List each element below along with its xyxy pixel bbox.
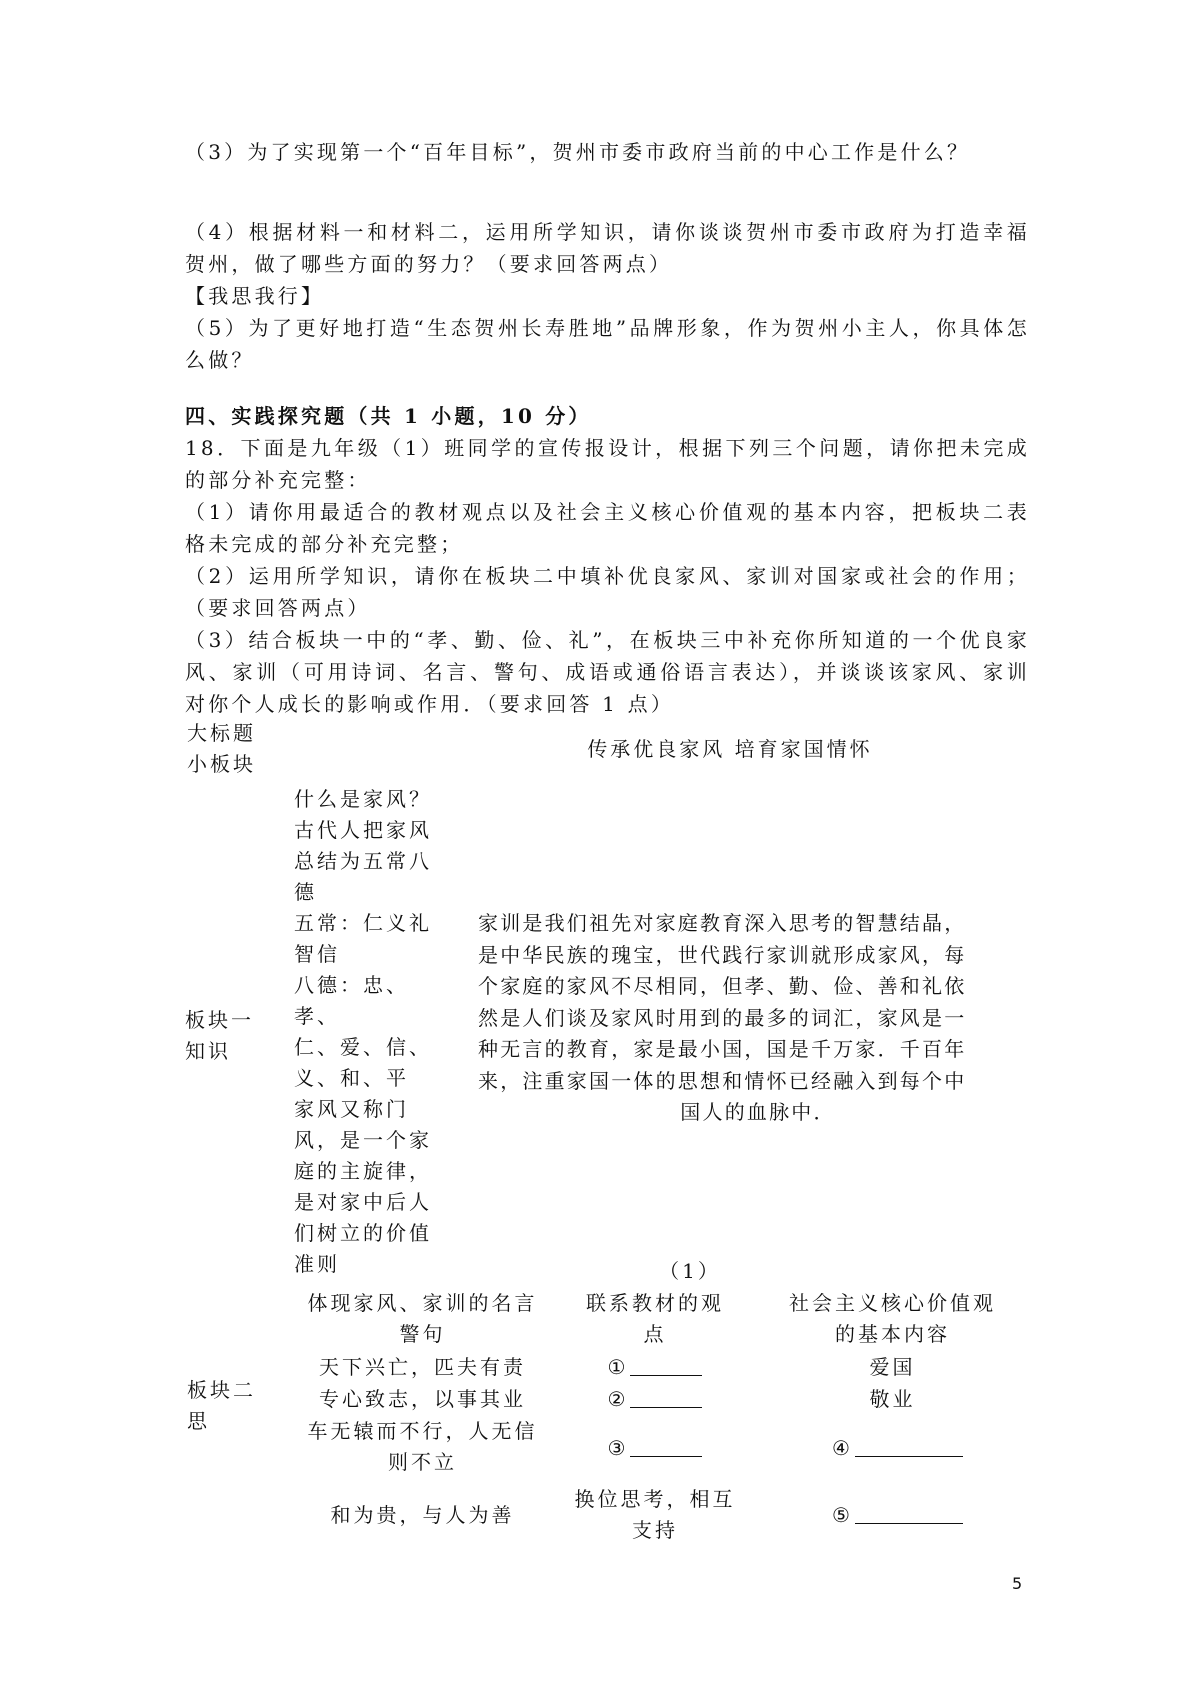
row4-value-mark: ⑤ bbox=[832, 1503, 853, 1527]
block-two-label bbox=[187, 1375, 256, 1437]
block-one-left-line: 仁、爱、信、 bbox=[294, 1035, 432, 1059]
block-one-left-line: 德 bbox=[294, 880, 317, 904]
row3-quote bbox=[295, 1416, 550, 1478]
col-quote-header-line1: 体现家风、家训的名言 bbox=[307, 1291, 538, 1315]
block-one-left-line: 是对家中后人 bbox=[294, 1190, 432, 1214]
row3-view-mark: ③ bbox=[607, 1436, 629, 1460]
col-view-header bbox=[560, 1288, 750, 1350]
question-18-sub1: （1）请你用最适合的教材观点以及社会主义核心价值观的基本内容，把板块二表格未完成的部分补充完整； bbox=[185, 500, 1030, 556]
question-18-sub2: （2）运用所学知识，请你在板块二中填补优良家风、家训对国家或社会的作用；（要求回答两点） bbox=[185, 564, 1030, 620]
row4-view bbox=[560, 1484, 750, 1546]
row1-view-mark: ① bbox=[607, 1355, 629, 1379]
col-view-header-line2: 点 bbox=[643, 1322, 667, 1346]
answer-blank-4[interactable] bbox=[855, 1436, 963, 1457]
block-one-right-line: 种无言的教育，家是最小国，国是千万家．千百年 bbox=[478, 1037, 967, 1061]
row4-quote: 和为贵，与人为善 bbox=[330, 1503, 515, 1527]
block-one-right-line: 个家庭的家风不尽相同，但孝、勤、俭、善和礼依 bbox=[478, 974, 967, 998]
row1-quote: 天下兴亡，匹夫有责 bbox=[319, 1355, 526, 1379]
block-one-right-line: 国人的血脉中． bbox=[680, 1100, 836, 1124]
header-small-block-label: 小板块 bbox=[187, 752, 256, 776]
block-one-left-line: 什么是家风？ bbox=[294, 787, 432, 811]
question-5: （5）为了更好地打造“生态贺州长寿胜地”品牌形象，作为贺州小主人，你具体怎么做？ bbox=[185, 316, 1030, 372]
block-one-left-text bbox=[294, 784, 449, 1280]
col-value-header bbox=[765, 1288, 1020, 1350]
col-quote-header bbox=[295, 1288, 550, 1350]
block-one-left-line: 义、和、平 bbox=[294, 1066, 409, 1090]
block-one-right-text bbox=[478, 908, 1038, 1129]
row4-value bbox=[765, 1500, 1030, 1531]
block-one-left-line: 古代人把家风 bbox=[294, 818, 432, 842]
row2-quote: 专心致志，以事其业 bbox=[319, 1387, 526, 1411]
block-one-left-line: 风，是一个家 bbox=[294, 1128, 432, 1152]
row3-value bbox=[765, 1433, 1030, 1464]
table-title: 传承优良家风 培育家国情怀 bbox=[587, 737, 873, 761]
block-two-label-line2: 思 bbox=[187, 1409, 210, 1433]
row3-quote-line1: 车无辕而不行，人无信 bbox=[307, 1419, 538, 1443]
section-four-heading: 四、实践探究题（共 1 小题，10 分） bbox=[185, 404, 592, 428]
row2-value: 敬业 bbox=[869, 1387, 916, 1411]
table-header-left bbox=[187, 718, 256, 780]
header-big-title-label: 大标题 bbox=[187, 721, 256, 745]
block-one-right-line: 来，注重家国一体的思想和情怀已经融入到每个中 bbox=[478, 1068, 967, 1093]
block-one-right-line: 家训是我们祖先对家庭教育深入思考的智慧结晶， bbox=[478, 911, 967, 935]
page-number: 5 bbox=[1012, 1574, 1023, 1593]
block-two-label-line1: 板块二 bbox=[187, 1378, 256, 1402]
block-one-left-line: 八德：忠、孝、 bbox=[294, 973, 409, 1028]
question-18: 18．下面是九年级（1）班同学的宣传报设计，根据下列三个问题，请你把未完成的部分补充完整： bbox=[185, 436, 1030, 492]
block-one-right-line: 然是人们谈及家风时用到的最多的词汇，家风是一 bbox=[478, 1005, 967, 1030]
row4-view-line2: 支持 bbox=[632, 1518, 678, 1542]
block-one-left-line: 庭的主旋律， bbox=[294, 1159, 432, 1183]
block-one-left-line: 准则 bbox=[294, 1252, 340, 1276]
row3-view bbox=[560, 1433, 750, 1464]
block-two-sub: （1） bbox=[659, 1259, 721, 1283]
block-one-label-line1: 板块一 bbox=[185, 1008, 254, 1032]
col-value-header-line2: 的基本内容 bbox=[835, 1322, 950, 1346]
row2-view bbox=[560, 1384, 750, 1415]
question-18-sub3: （3）结合板块一中的“孝、勤、俭、礼”，在板块三中补充你所知道的一个优良家风、家训（可用诗词、名言、警句、成语或通俗语言表达），并谈谈该家风、家训对你个人成长的影响或作用．（要求回答 1 点） bbox=[185, 628, 1030, 716]
answer-blank-5[interactable] bbox=[855, 1503, 963, 1524]
row3-value-mark: ④ bbox=[832, 1436, 853, 1460]
row3-quote-line2: 则不立 bbox=[388, 1450, 457, 1474]
block-one-left-line: 们树立的价值 bbox=[294, 1221, 432, 1245]
block-one-left-line: 智信 bbox=[294, 942, 340, 966]
row1-value: 爱国 bbox=[869, 1355, 916, 1379]
answer-blank-2[interactable] bbox=[630, 1387, 702, 1408]
row4-view-line1: 换位思考，相互 bbox=[574, 1487, 736, 1511]
block-one-right-line: 是中华民族的瑰宝，世代践行家训就形成家风，每 bbox=[478, 942, 967, 967]
section-label-wosi: 【我思我行】 bbox=[185, 284, 325, 308]
block-one-left-line: 家风又称门 bbox=[294, 1097, 409, 1121]
row2-view-mark: ② bbox=[607, 1387, 629, 1411]
col-value-header-line1: 社会主义核心价值观 bbox=[789, 1291, 996, 1315]
row1-view bbox=[560, 1352, 750, 1383]
block-one-label bbox=[185, 1005, 254, 1067]
col-quote-header-line2: 警句 bbox=[399, 1322, 446, 1346]
block-one-label-line2: 知识 bbox=[185, 1039, 231, 1063]
block-one-left-line: 五常：仁义礼 bbox=[294, 911, 432, 935]
block-one-left-line: 总结为五常八 bbox=[294, 849, 432, 873]
question-4: （4）根据材料一和材料二，运用所学知识，请你谈谈贺州市委市政府为打造幸福贺州，做了哪些方面的努力？（要求回答两点） bbox=[185, 220, 1030, 276]
answer-blank-3[interactable] bbox=[630, 1436, 702, 1457]
answer-blank-1[interactable] bbox=[630, 1355, 702, 1376]
col-view-header-line1: 联系教材的观 bbox=[586, 1291, 724, 1315]
question-3: （3）为了实现第一个“百年目标”，贺州市委市政府当前的中心工作是什么？ bbox=[185, 140, 971, 164]
